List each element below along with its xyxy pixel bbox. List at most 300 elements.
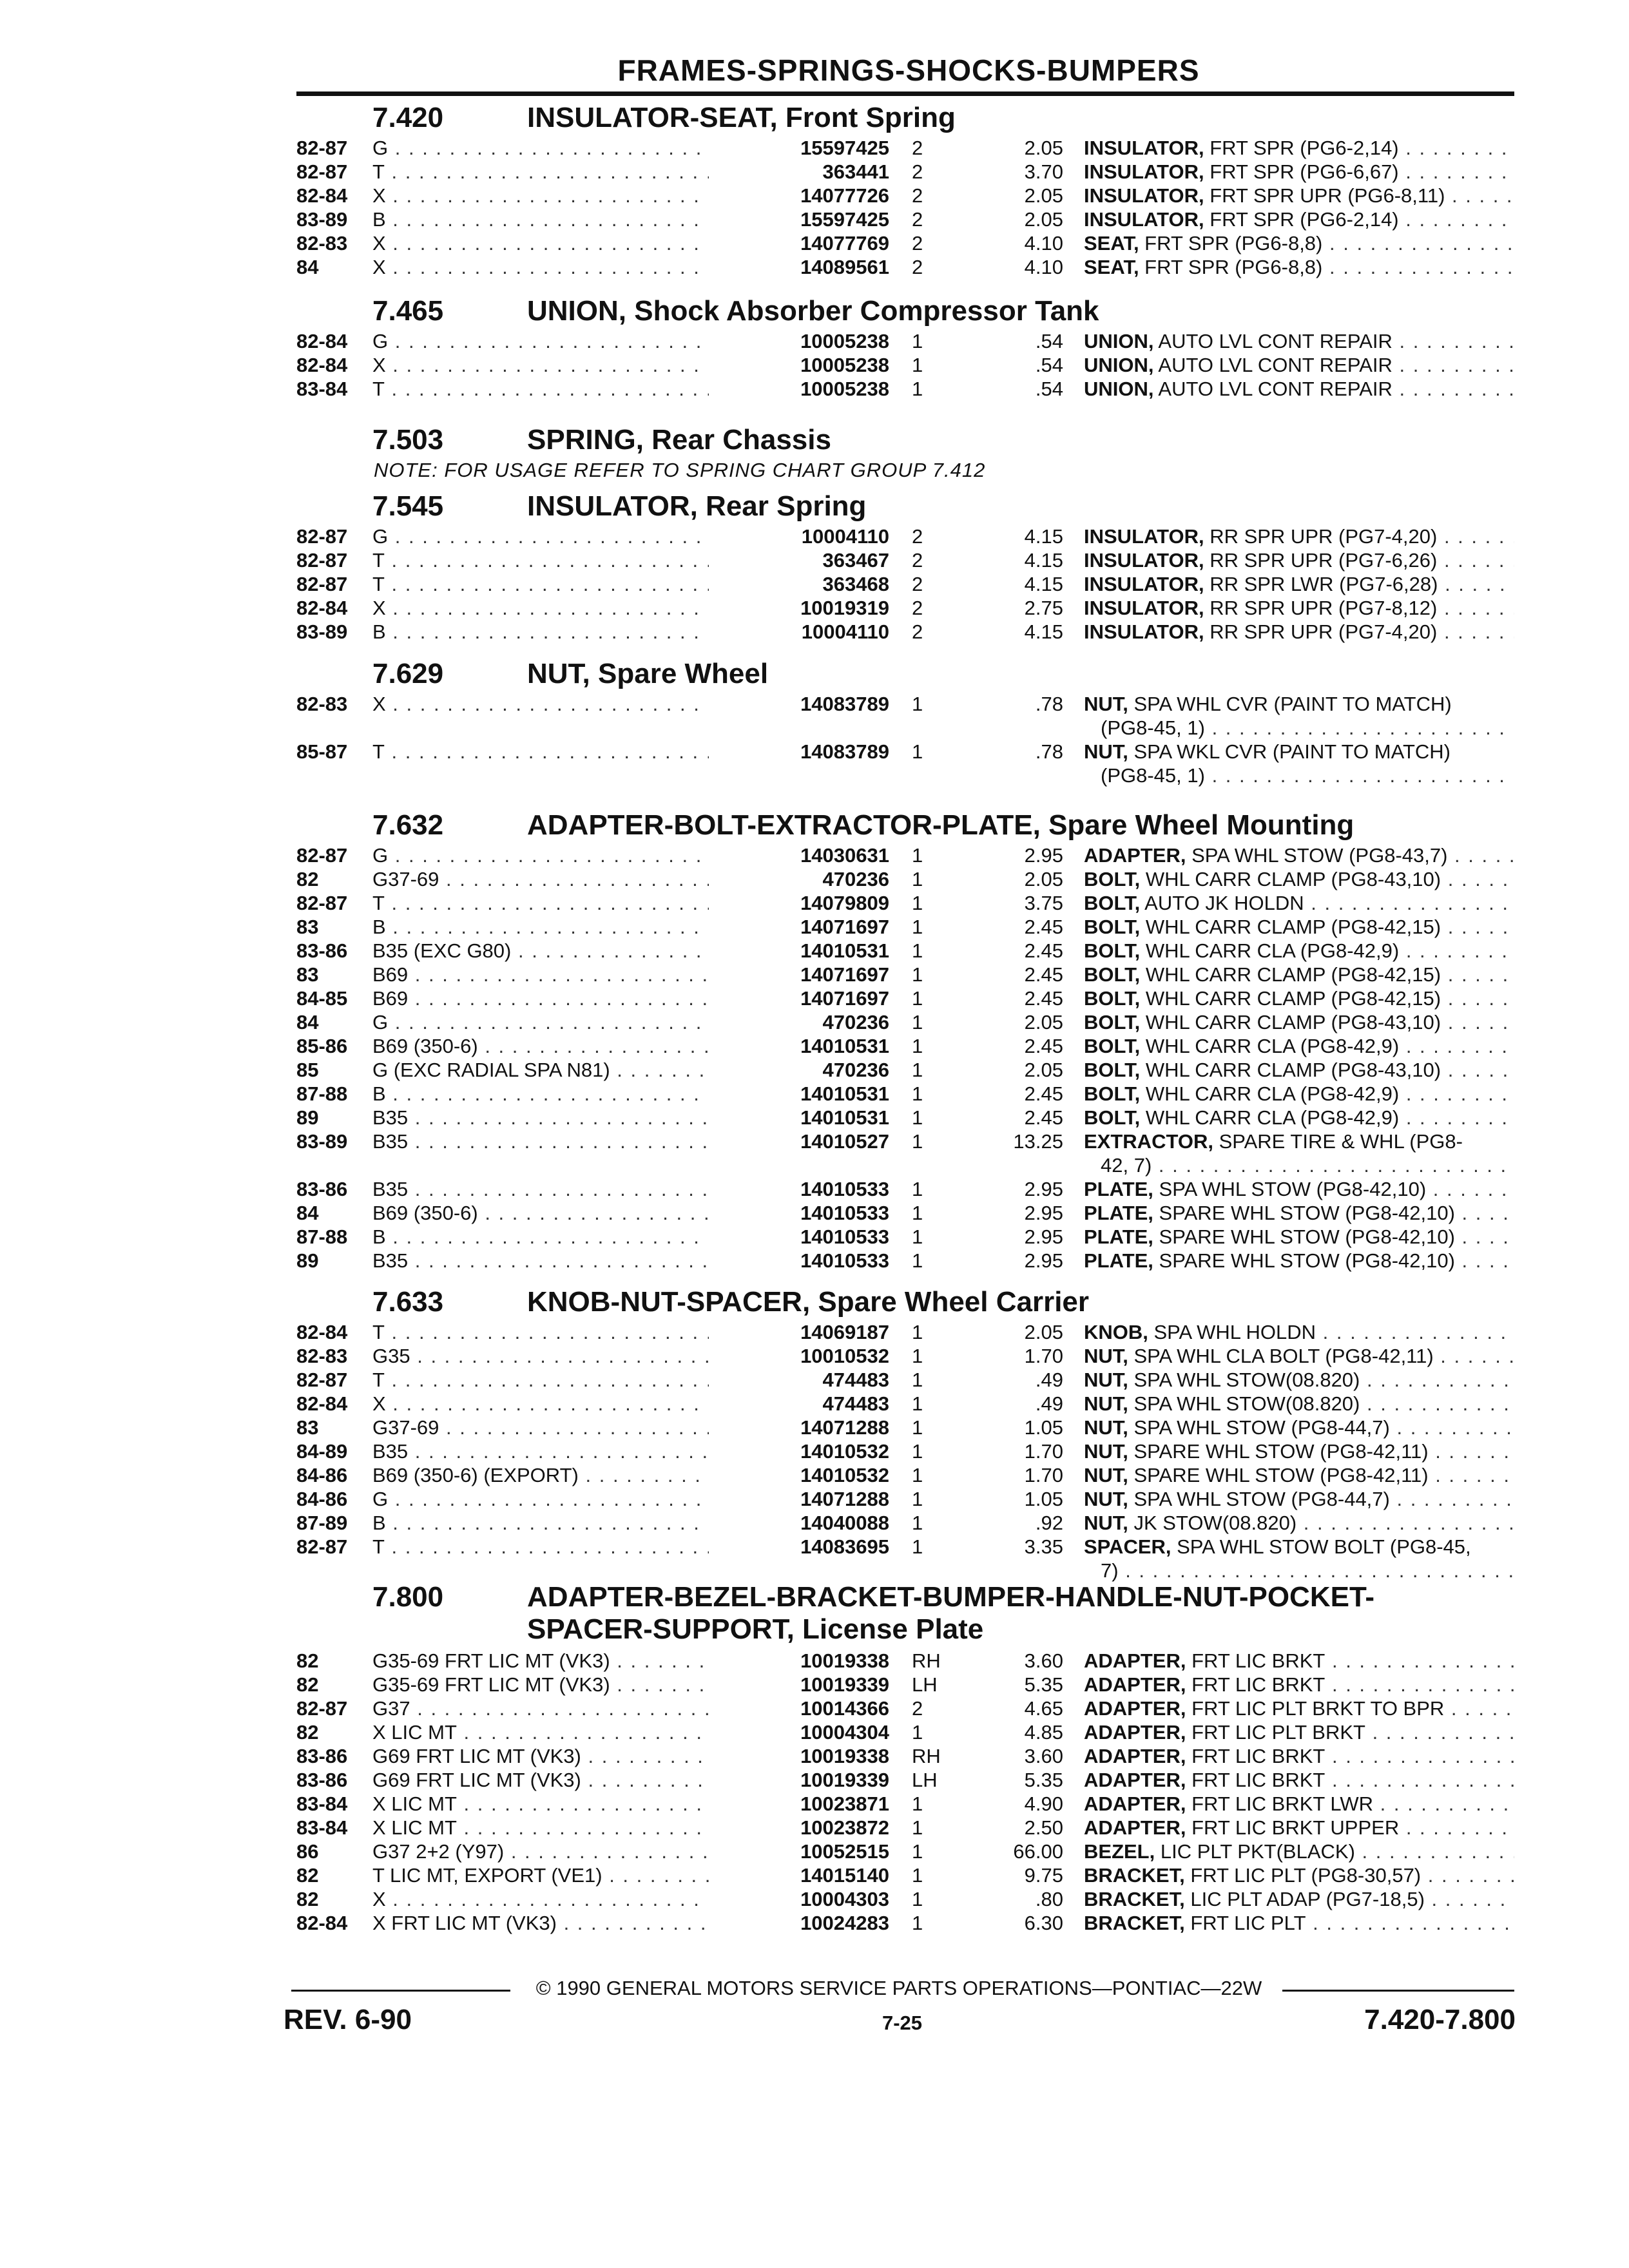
description-keyword: INSULATOR, — [1084, 549, 1204, 572]
year-range: 82-83 — [296, 1345, 348, 1367]
description-detail: WHL CARR CLA (PG8-42,9) — [1140, 1106, 1400, 1129]
table-row — [296, 620, 1514, 644]
description-detail: FRT LIC PLT (PG8-30,57) — [1184, 1864, 1422, 1887]
model-code: G35-69 FRT LIC MT (VK3) . . . — [372, 1673, 709, 1696]
quantity: 1 — [912, 844, 923, 867]
quantity: 2 — [912, 1697, 923, 1720]
price: 2.95 — [1024, 1202, 1063, 1224]
year-range: 82-87 — [296, 892, 348, 914]
model-code: X LIC MT . . . — [372, 1816, 709, 1840]
group-title: NUT, Spare Wheel — [527, 658, 769, 689]
model-code: B . . . — [372, 1512, 709, 1535]
table-row — [296, 354, 1514, 378]
table-row — [296, 1512, 1514, 1535]
part-description — [1084, 256, 1514, 279]
description-detail: SPARE WHL STOW (PG8-42,10) — [1153, 1225, 1455, 1248]
description-keyword: INSULATOR, — [1084, 597, 1204, 619]
part-number: 363468 — [822, 573, 889, 595]
description-detail: FRT LIC PLT BRKT — [1186, 1721, 1365, 1744]
price: .80 — [1035, 1888, 1063, 1910]
price: 6.30 — [1024, 1912, 1063, 1934]
year-range: 83-86 — [296, 1178, 348, 1200]
year-range: 84 — [296, 1011, 319, 1033]
table-row — [296, 137, 1514, 160]
table-row — [296, 1769, 1514, 1792]
description-detail: AUTO JK HOLDN — [1140, 892, 1304, 914]
price: 1.05 — [1024, 1488, 1063, 1510]
description-detail: FRT LIC BRKT — [1186, 1769, 1325, 1791]
description-keyword: NUT, — [1084, 1392, 1128, 1415]
quantity: 1 — [912, 740, 923, 763]
description-detail: RR SPR LWR (PG7-6,28) — [1204, 573, 1438, 595]
table-row — [296, 1202, 1514, 1225]
model-code: X LIC MT . . . — [372, 1721, 709, 1744]
model-code: T . . . — [372, 573, 709, 596]
description-keyword: PLATE, — [1084, 1225, 1153, 1248]
description-keyword: BOLT, — [1084, 868, 1141, 890]
year-range: 83-89 — [296, 620, 348, 643]
part-number: 14069187 — [800, 1321, 889, 1343]
part-number: 10010532 — [800, 1345, 889, 1367]
model-code: G35-69 FRT LIC MT (VK3) . . . — [372, 1649, 709, 1673]
price: .49 — [1035, 1369, 1063, 1391]
year-range: 89 — [296, 1249, 319, 1272]
part-description — [1084, 208, 1514, 231]
model-code: G . . . — [372, 330, 709, 353]
group-number: 7.632 — [372, 809, 444, 841]
part-description — [1084, 1345, 1514, 1368]
year-range: 84-85 — [296, 987, 348, 1010]
description-keyword: PLATE, — [1084, 1178, 1153, 1200]
description-keyword: ADAPTER, — [1084, 1697, 1186, 1720]
year-range: 82-87 — [296, 1697, 348, 1720]
model-code: X . . . — [372, 232, 709, 255]
year-range: 82-84 — [296, 184, 348, 207]
quantity: 1 — [912, 330, 923, 352]
group-number: 7.800 — [372, 1581, 444, 1613]
quantity: 2 — [912, 573, 923, 595]
description-detail: WHL CARR CLAMP (PG8-43,10) — [1140, 868, 1441, 890]
quantity: 1 — [912, 1392, 923, 1415]
group-number: 7.633 — [372, 1286, 444, 1318]
price: 2.05 — [1024, 868, 1063, 890]
table-row — [296, 1745, 1514, 1769]
group-title: UNION, Shock Absorber Compressor Tank — [527, 295, 1099, 327]
year-range: 82 — [296, 1888, 319, 1910]
price: 3.35 — [1024, 1535, 1063, 1558]
part-number: 14010531 — [800, 939, 889, 962]
year-range: 82-87 — [296, 525, 348, 548]
part-number: 14079809 — [800, 892, 889, 914]
description-detail: FRT SPR (PG6-8,8) — [1139, 256, 1323, 278]
price: 4.10 — [1024, 232, 1063, 255]
quantity: 1 — [912, 1059, 923, 1081]
table-row — [296, 160, 1514, 184]
part-description — [1084, 1011, 1514, 1034]
model-code: G69 FRT LIC MT (VK3) . . . — [372, 1769, 709, 1792]
description-detail: LIC PLT ADAP (PG7-18,5) — [1184, 1888, 1425, 1910]
quantity: 1 — [912, 1321, 923, 1343]
year-range: 84-89 — [296, 1440, 348, 1463]
table-row — [296, 232, 1514, 256]
part-number: 14030631 — [800, 844, 889, 867]
table-row — [296, 892, 1514, 916]
part-number: 14071697 — [800, 916, 889, 938]
price: 1.05 — [1024, 1416, 1063, 1439]
price: 2.05 — [1024, 184, 1063, 207]
year-range: 82-87 — [296, 573, 348, 595]
part-number: 10005238 — [800, 354, 889, 376]
year-range: 84 — [296, 256, 319, 278]
price: 3.75 — [1024, 892, 1063, 914]
part-description — [1084, 1321, 1514, 1344]
description-detail: WHL CARR CLA (PG8-42,9) — [1140, 1035, 1400, 1057]
model-code: B35 . . . — [372, 1130, 709, 1153]
quantity: 1 — [912, 1912, 923, 1934]
description-keyword: SEAT, — [1084, 232, 1139, 255]
price: 1.70 — [1024, 1440, 1063, 1463]
model-code: X . . . — [372, 256, 709, 279]
description-detail: FRT LIC PLT — [1184, 1912, 1306, 1934]
description-detail: SPARE WHL STOW (PG8-42,10) — [1153, 1202, 1455, 1224]
price: 4.65 — [1024, 1697, 1063, 1720]
price: 4.10 — [1024, 256, 1063, 278]
model-code: G (EXC RADIAL SPA N81) . . . — [372, 1059, 709, 1082]
year-range: 82-87 — [296, 844, 348, 867]
quantity: 1 — [912, 1178, 923, 1200]
parts-group — [296, 486, 1514, 644]
year-range: 83-84 — [296, 378, 348, 400]
price: 2.45 — [1024, 1082, 1063, 1105]
part-number: 14071288 — [800, 1416, 889, 1439]
price: 2.45 — [1024, 1106, 1063, 1129]
quantity: 1 — [912, 1488, 923, 1510]
part-number: 10014366 — [800, 1697, 889, 1720]
part-description — [1084, 1464, 1514, 1487]
description-keyword: ADAPTER, — [1084, 1721, 1186, 1744]
part-number: 470236 — [822, 1059, 889, 1081]
description-keyword: INSULATOR, — [1084, 525, 1204, 548]
description-detail: FRT LIC BRKT — [1186, 1745, 1325, 1767]
table-row — [296, 549, 1514, 573]
model-code: G . . . — [372, 525, 709, 548]
quantity: 2 — [912, 160, 923, 183]
quantity: 1 — [912, 916, 923, 938]
year-range: 83-89 — [296, 208, 348, 231]
parts-group — [296, 654, 1514, 788]
model-code: X FRT LIC MT (VK3) . . . — [372, 1912, 709, 1935]
quantity: RH — [912, 1745, 941, 1767]
table-row — [296, 1840, 1514, 1864]
table-row — [296, 597, 1514, 620]
group-heading — [296, 486, 1514, 525]
group-heading — [296, 1282, 1514, 1321]
table-row — [296, 1440, 1514, 1464]
price: .92 — [1035, 1512, 1063, 1534]
quantity: 1 — [912, 1225, 923, 1248]
description-keyword: UNION, — [1084, 378, 1154, 400]
model-code: X . . . — [372, 1888, 709, 1911]
part-number: 10004303 — [800, 1888, 889, 1910]
page-number: 7-25 — [882, 2012, 923, 2034]
quantity: 2 — [912, 549, 923, 572]
part-number: 10023871 — [800, 1792, 889, 1815]
year-range: 82-84 — [296, 597, 348, 619]
description-detail: RR SPR UPR (PG7-4,20) — [1204, 525, 1438, 548]
description-keyword: SEAT, — [1084, 256, 1139, 278]
part-number: 14077726 — [800, 184, 889, 207]
part-description — [1084, 693, 1514, 716]
table-row — [296, 844, 1514, 868]
price: 1.70 — [1024, 1464, 1063, 1486]
description-keyword: INSULATOR, — [1084, 184, 1204, 207]
price: 3.70 — [1024, 160, 1063, 183]
model-code: X . . . — [372, 597, 709, 620]
year-range: 87-89 — [296, 1512, 348, 1534]
parts-group — [296, 98, 1514, 280]
part-description — [1084, 740, 1514, 764]
year-range: 82-84 — [296, 1321, 348, 1343]
description-detail: SPA WHL STOW BOLT (PG8-45, — [1171, 1535, 1471, 1558]
description-keyword: ADAPTER, — [1084, 1816, 1186, 1839]
year-range: 85 — [296, 1059, 319, 1081]
description-continuation: (PG8-45, 1) . . . — [1101, 764, 1514, 787]
part-number: 470236 — [822, 868, 889, 890]
parts-group — [296, 291, 1514, 401]
group-heading — [296, 654, 1514, 693]
part-number: 14040088 — [800, 1512, 889, 1534]
price: 5.35 — [1024, 1769, 1063, 1791]
description-keyword: NUT, — [1084, 1369, 1128, 1391]
table-row — [296, 1178, 1514, 1202]
year-range: 84-86 — [296, 1464, 348, 1486]
year-range: 82-87 — [296, 137, 348, 159]
description-keyword: BOLT, — [1084, 939, 1141, 962]
group-title: ADAPTER-BEZEL-BRACKET-BUMPER-HANDLE-NUT-POCKET-SPACER-SUPPORT, License Plate — [527, 1581, 1375, 1645]
table-row — [296, 1697, 1514, 1721]
part-description — [1084, 573, 1514, 596]
year-range: 83-86 — [296, 939, 348, 962]
part-description — [1084, 232, 1514, 255]
part-description — [1084, 1130, 1514, 1153]
year-range: 83 — [296, 1416, 319, 1439]
quantity: 1 — [912, 1202, 923, 1224]
model-code: B35 . . . — [372, 1106, 709, 1129]
table-row — [296, 1464, 1514, 1488]
group-range: 7.420-7.800 — [1364, 2004, 1516, 2035]
table-row — [296, 1059, 1514, 1082]
quantity: 1 — [912, 1721, 923, 1744]
description-keyword: NUT, — [1084, 1416, 1128, 1439]
part-number: 14071697 — [800, 987, 889, 1010]
quantity: 1 — [912, 1369, 923, 1391]
year-range: 83 — [296, 916, 319, 938]
group-title: SPRING, Rear Chassis — [527, 424, 831, 456]
description-detail: SPA WHL STOW (PG8-42,10) — [1153, 1178, 1427, 1200]
table-row — [296, 1535, 1514, 1583]
description-detail: SPARE WHL STOW (PG8-42,10) — [1153, 1249, 1455, 1272]
table-row — [296, 330, 1514, 354]
model-code: G . . . — [372, 844, 709, 867]
part-number: 363441 — [822, 160, 889, 183]
year-range: 82 — [296, 1721, 319, 1744]
model-code: G . . . — [372, 1488, 709, 1511]
description-detail: JK STOW(08.820) — [1128, 1512, 1297, 1534]
part-number: 14010533 — [800, 1202, 889, 1224]
table-row — [296, 1721, 1514, 1745]
price: 2.05 — [1024, 1059, 1063, 1081]
description-detail: LIC PLT PKT(BLACK) — [1155, 1840, 1355, 1863]
part-number: 10004110 — [801, 620, 889, 643]
quantity: 1 — [912, 1864, 923, 1887]
description-keyword: ADAPTER, — [1084, 844, 1186, 867]
part-description — [1084, 1035, 1514, 1058]
price: 2.75 — [1024, 597, 1063, 619]
part-description — [1084, 1816, 1514, 1840]
part-number: 14083789 — [800, 740, 889, 763]
description-keyword: NUT, — [1084, 693, 1128, 715]
model-code: B . . . — [372, 620, 709, 644]
part-description — [1084, 549, 1514, 572]
part-description — [1084, 330, 1514, 353]
description-keyword: KNOB, — [1084, 1321, 1148, 1343]
part-number: 10052515 — [800, 1840, 889, 1863]
part-description — [1084, 378, 1514, 401]
description-keyword: BOLT, — [1084, 1106, 1141, 1129]
description-keyword: INSULATOR, — [1084, 208, 1204, 231]
part-number: 363467 — [822, 549, 889, 572]
price: .54 — [1035, 330, 1063, 352]
part-number: 10024283 — [800, 1912, 889, 1934]
model-code: G37 . . . — [372, 1697, 709, 1720]
price: 2.95 — [1024, 1178, 1063, 1200]
parts-group — [296, 1282, 1514, 1583]
price: 2.45 — [1024, 916, 1063, 938]
price: 4.85 — [1024, 1721, 1063, 1744]
year-range: 82-87 — [296, 1535, 348, 1558]
part-description — [1084, 1840, 1514, 1863]
part-description — [1084, 620, 1514, 644]
model-code: T . . . — [372, 892, 709, 915]
parts-group — [296, 1577, 1514, 1936]
copyright-notice: © 1990 GENERAL MOTORS SERVICE PARTS OPERATIONS—PONTIAC—22W — [535, 1977, 1262, 1999]
model-code: G37 2+2 (Y97) . . . — [372, 1840, 709, 1863]
part-description — [1084, 939, 1514, 963]
model-code: X . . . — [372, 1392, 709, 1416]
description-detail: AUTO LVL CONT REPAIR — [1153, 354, 1393, 376]
description-detail: FRT SPR UPR (PG6-8,11) — [1204, 184, 1445, 207]
price: 2.05 — [1024, 1321, 1063, 1343]
year-range: 84-86 — [296, 1488, 348, 1510]
price: 4.15 — [1024, 525, 1063, 548]
description-keyword: BOLT, — [1084, 1059, 1141, 1081]
part-description — [1084, 184, 1514, 207]
description-continuation: 7) . . . — [1101, 1559, 1514, 1582]
group-title: INSULATOR-SEAT, Front Spring — [527, 102, 956, 133]
table-row — [296, 184, 1514, 208]
part-number: 10019339 — [800, 1673, 889, 1696]
part-number: 14089561 — [800, 256, 889, 278]
year-range: 82-84 — [296, 354, 348, 376]
description-keyword: INSULATOR, — [1084, 160, 1204, 183]
quantity: 2 — [912, 184, 923, 207]
part-description — [1084, 1512, 1514, 1535]
part-description — [1084, 354, 1514, 377]
part-number: 14010532 — [800, 1440, 889, 1463]
table-row — [296, 1416, 1514, 1440]
part-description — [1084, 525, 1514, 548]
year-range: 84 — [296, 1202, 319, 1224]
model-code: B69 (350-6) (EXPORT) . . . — [372, 1464, 709, 1487]
price: 9.75 — [1024, 1864, 1063, 1887]
price: .78 — [1035, 740, 1063, 763]
quantity: 1 — [912, 1130, 923, 1153]
year-range: 83 — [296, 963, 319, 986]
group-note: NOTE: FOR USAGE REFER TO SPRING CHART GROUP 7.412 — [374, 459, 986, 481]
quantity: 1 — [912, 963, 923, 986]
description-keyword: SPACER, — [1084, 1535, 1171, 1558]
price: 4.15 — [1024, 573, 1063, 595]
description-keyword: BOLT, — [1084, 963, 1141, 986]
table-row — [296, 1082, 1514, 1106]
price: 4.15 — [1024, 549, 1063, 572]
year-range: 82-83 — [296, 232, 348, 255]
description-detail: FRT LIC BRKT — [1186, 1649, 1325, 1672]
model-code: X LIC MT . . . — [372, 1792, 709, 1816]
table-row — [296, 256, 1514, 280]
table-row — [296, 1649, 1514, 1673]
description-keyword: BOLT, — [1084, 892, 1141, 914]
table-row — [296, 693, 1514, 740]
table-row — [296, 1392, 1514, 1416]
description-keyword: NUT, — [1084, 1345, 1128, 1367]
year-range: 82 — [296, 1864, 319, 1887]
description-keyword: BRACKET, — [1084, 1864, 1185, 1887]
model-code: B . . . — [372, 1082, 709, 1106]
description-detail: SPA WHL HOLDN — [1148, 1321, 1316, 1343]
description-keyword: NUT, — [1084, 1464, 1128, 1486]
quantity: 1 — [912, 378, 923, 400]
part-number: 14010533 — [800, 1225, 889, 1248]
year-range: 86 — [296, 1840, 319, 1863]
table-row — [296, 1369, 1514, 1392]
year-range: 82-87 — [296, 160, 348, 183]
part-number: 14015140 — [800, 1864, 889, 1887]
part-number: 10019338 — [800, 1649, 889, 1672]
description-keyword: NUT, — [1084, 1488, 1128, 1510]
price: 2.95 — [1024, 1249, 1063, 1272]
model-code: B69 . . . — [372, 987, 709, 1010]
group-heading — [296, 805, 1514, 844]
table-row — [296, 1792, 1514, 1816]
year-range: 82 — [296, 1649, 319, 1672]
description-detail: SPARE WHL STOW (PG8-42,11) — [1128, 1440, 1429, 1463]
part-number: 14010531 — [800, 1035, 889, 1057]
table-row — [296, 1011, 1514, 1035]
quantity: 1 — [912, 354, 923, 376]
quantity: 1 — [912, 1035, 923, 1057]
part-number: 10023872 — [800, 1816, 889, 1839]
part-number: 10019338 — [800, 1745, 889, 1767]
year-range: 82-87 — [296, 549, 348, 572]
quantity: 2 — [912, 232, 923, 255]
model-code: B35 (EXC G80) . . . — [372, 939, 709, 963]
part-number: 14010527 — [800, 1130, 889, 1153]
price: 2.50 — [1024, 1816, 1063, 1839]
price: 1.70 — [1024, 1345, 1063, 1367]
price: 2.05 — [1024, 137, 1063, 159]
model-code: T . . . — [372, 1321, 709, 1344]
